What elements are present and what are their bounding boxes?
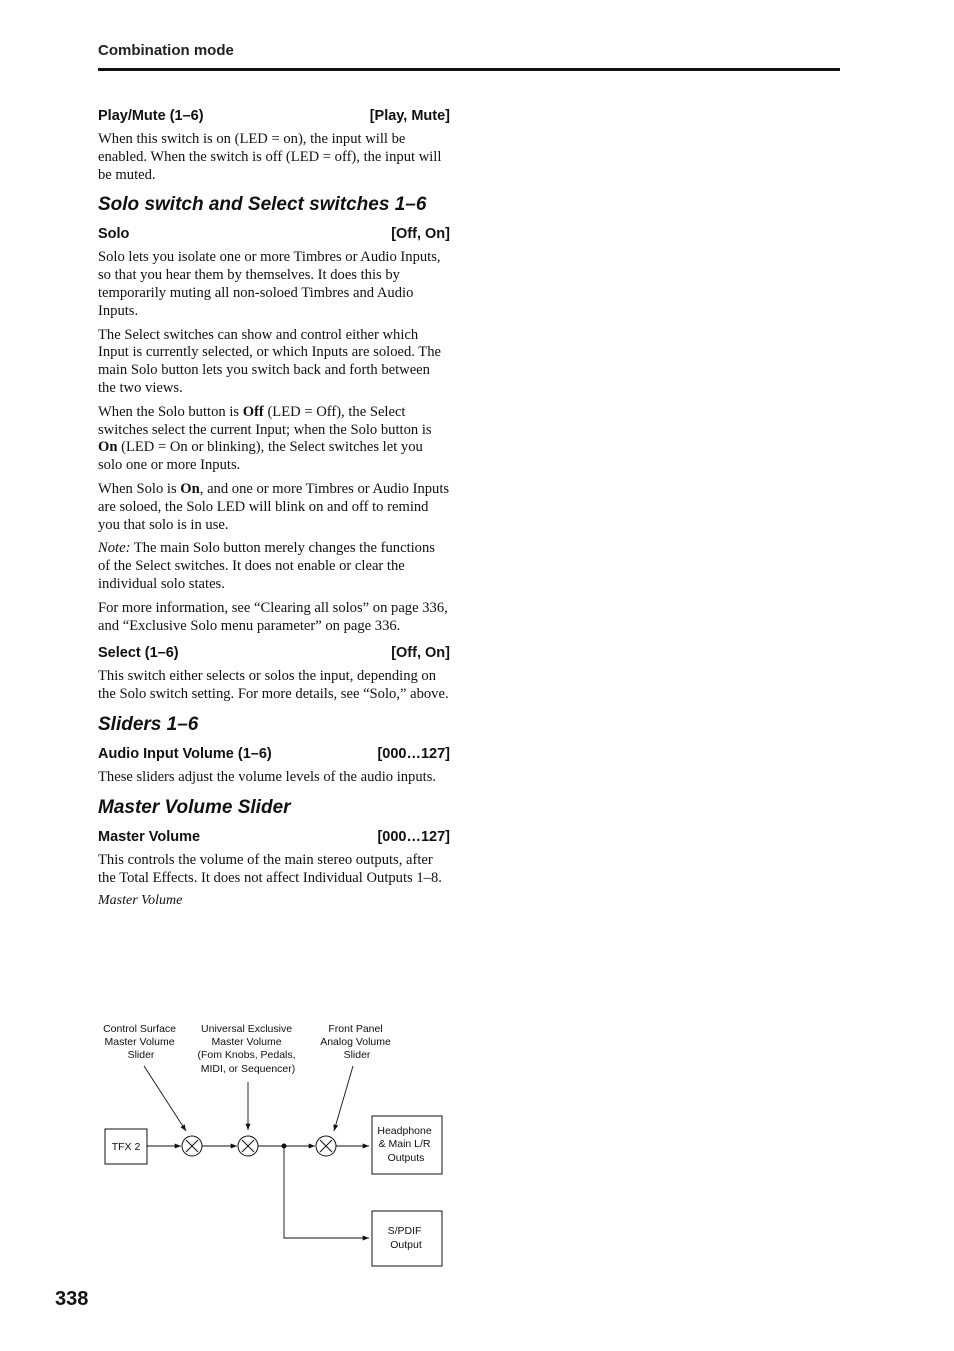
page-number: 338 bbox=[55, 1288, 89, 1310]
section-heading-sliders: Sliders 1–6 bbox=[98, 713, 199, 735]
note-paragraph: Note: The main Solo button merely changes the functions of the Select switches. It does not enable or clear the individual solo states. bbox=[98, 540, 435, 592]
running-header bbox=[98, 42, 840, 71]
header-title: Combination mode bbox=[98, 42, 234, 59]
paragraph: This switch either selects or solos the input, depending on the Solo switch setting. For more details, see “Solo,” above. bbox=[98, 668, 449, 703]
paragraph: The Select switches can show and control either which Input is currently selected, or which Inputs are soloed. The main Solo button lets you switch back and forth between the two views. bbox=[98, 326, 441, 396]
param-range: [000…127] bbox=[377, 745, 450, 762]
param-name: Solo bbox=[98, 226, 130, 243]
master-volume-diagram bbox=[98, 1012, 450, 1274]
param-name: Play/Mute (1–6) bbox=[98, 108, 204, 124]
box-spdif-label: S/PDIF Output bbox=[387, 1225, 422, 1251]
label-control-surface: Control Surface Master Volume Slider bbox=[103, 1023, 177, 1061]
figure-caption: Master Volume bbox=[98, 893, 183, 909]
label-universal-exclusive: Universal Exclusive Master Volume (Fom Knobs, Pedals, MIDI, or Sequencer) bbox=[197, 1023, 296, 1075]
param-select bbox=[98, 645, 450, 661]
param-range: [Play, Mute] bbox=[369, 108, 450, 124]
arrow-fp bbox=[334, 1066, 353, 1131]
box-headphone-label: Headphone & Main L/R Outputs bbox=[377, 1125, 432, 1164]
param-name: Audio Input Volume (1–6) bbox=[98, 745, 272, 762]
param-solo bbox=[98, 226, 450, 242]
content-column bbox=[98, 108, 450, 909]
paragraph: When Solo is On, and one or more Timbres or Audio Inputs are soloed, the Solo LED will blink on and off to remind you that solo is in use. bbox=[98, 480, 450, 533]
paragraph: This controls the volume of the main stereo outputs, after the Total Effects. It does not affect Individual Outputs 1–8. bbox=[98, 851, 442, 886]
multiplier-3 bbox=[316, 1136, 336, 1156]
box-tfx2-label: TFX 2 bbox=[111, 1141, 141, 1153]
param-range: [000…127] bbox=[377, 828, 450, 845]
paragraph: When this switch is on (LED = on), the input will be enabled. When the switch is off (LED = off), the input will be muted. bbox=[98, 131, 442, 183]
section-heading-master: Master Volume Slider bbox=[98, 796, 291, 818]
paragraph: These sliders adjust the volume levels of the audio inputs. bbox=[98, 768, 437, 785]
param-master-volume bbox=[98, 829, 450, 845]
label-front-panel: Front Panel Analog Volume Slider bbox=[320, 1023, 391, 1061]
param-audio-input-volume bbox=[98, 746, 450, 762]
arrow-cs bbox=[144, 1066, 186, 1131]
param-name: Master Volume bbox=[98, 828, 201, 845]
param-name: Select (1–6) bbox=[98, 645, 179, 662]
section-heading-solo: Solo switch and Select switches 1–6 bbox=[98, 194, 427, 216]
param-range: [Off, On] bbox=[391, 226, 450, 243]
multiplier-2 bbox=[238, 1136, 258, 1156]
multiplier-1 bbox=[182, 1136, 202, 1156]
paragraph: For more information, see “Clearing all solos” on page 336, and “Exclusive Solo menu parameter” on page 336. bbox=[98, 599, 448, 634]
note-label: Note: bbox=[98, 540, 131, 557]
paragraph: When the Solo button is Off (LED = Off), the Select switches select the current Input; when the Solo button is On (LED = On or blinking), the Select switches let you solo one or more Inputs. bbox=[98, 403, 432, 474]
paragraph: Solo lets you isolate one or more Timbres or Audio Inputs, so that you hear them by themselves. It does this by temporarily muting all non-soloed Timbres and Audio Inputs. bbox=[98, 249, 441, 319]
param-play-mute bbox=[98, 108, 450, 124]
param-range: [Off, On] bbox=[391, 645, 450, 662]
